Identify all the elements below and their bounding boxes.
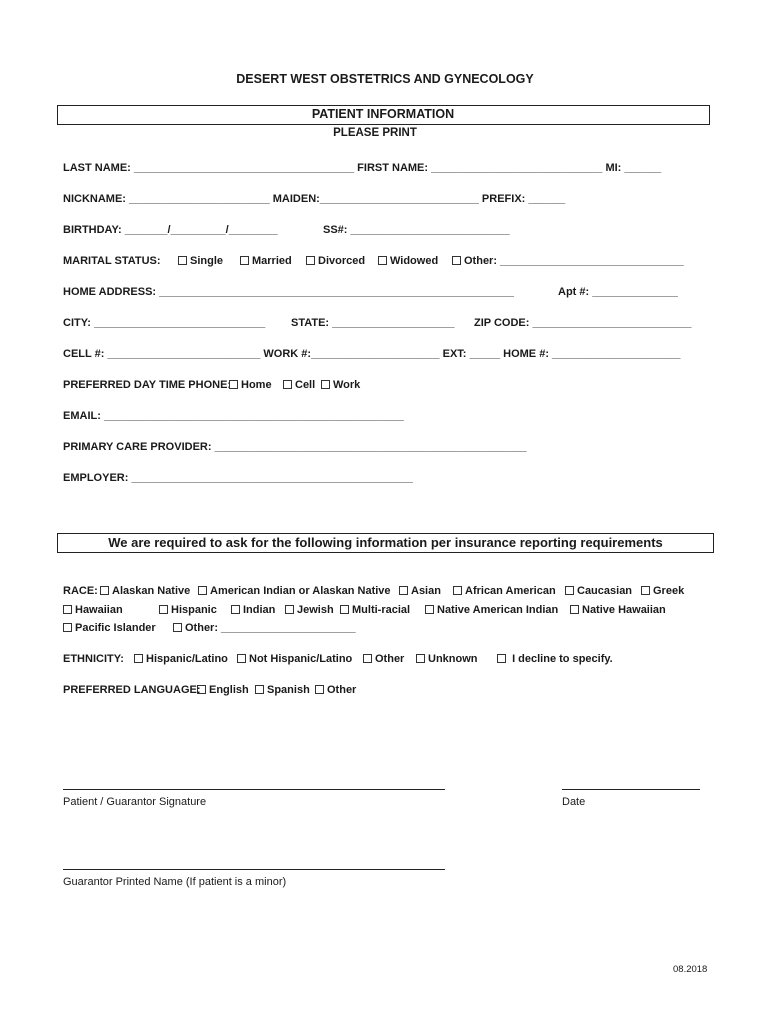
checkbox-icon[interactable] [306, 256, 315, 265]
race-asian-option[interactable]: Asian [399, 585, 441, 597]
race-hawaiian-option[interactable]: Hawaiian [63, 604, 123, 616]
birthday-field[interactable]: BIRTHDAY: _______/_________/________ [63, 224, 278, 236]
preferred-phone-label: PREFERRED DAY TIME PHONE: [63, 379, 232, 391]
nickname-row[interactable]: NICKNAME: _______________________ MAIDEN:__________________________ PREFIX: ______ [63, 193, 566, 205]
race-indian-option[interactable]: Indian [231, 604, 275, 616]
ethnicity-not-hispanic-option[interactable]: Not Hispanic/Latino [237, 653, 352, 665]
home-address-field[interactable]: HOME ADDRESS: __________________________________________________________ [63, 286, 514, 298]
checkbox-icon[interactable] [237, 654, 246, 663]
checkbox-icon[interactable] [240, 256, 249, 265]
marital-married-option[interactable]: Married [240, 255, 292, 267]
insurance-banner: We are required to ask for the following information per insurance reporting requirements [108, 535, 663, 550]
date-line[interactable] [562, 789, 700, 790]
race-greek-option[interactable]: Greek [641, 585, 684, 597]
checkbox-icon[interactable] [565, 586, 574, 595]
checkbox-icon[interactable] [134, 654, 143, 663]
patient-signature-line[interactable] [63, 789, 445, 790]
race-other-option[interactable]: Other: ______________________ [173, 622, 356, 634]
checkbox-icon[interactable] [100, 586, 109, 595]
checkbox-icon[interactable] [63, 623, 72, 632]
race-native-hawaiian-option[interactable]: Native Hawaiian [570, 604, 666, 616]
checkbox-icon[interactable] [321, 380, 330, 389]
city-field[interactable]: CITY: ____________________________ [63, 317, 266, 329]
checkbox-icon[interactable] [63, 605, 72, 614]
race-multiracial-option[interactable]: Multi-racial [340, 604, 410, 616]
checkbox-icon[interactable] [378, 256, 387, 265]
form-version: 08.2018 [673, 964, 708, 975]
apt-field[interactable]: Apt #: ______________ [558, 286, 678, 298]
race-alaskan-option[interactable]: Alaskan Native [100, 585, 190, 597]
org-title: DESERT WEST OBSTETRICS AND GYNECOLOGY [236, 72, 534, 86]
date-label: Date [562, 796, 586, 808]
ethnicity-unknown-option[interactable]: Unknown [416, 653, 478, 665]
race-caucasian-option[interactable]: Caucasian [565, 585, 632, 597]
guarantor-printed-line[interactable] [63, 869, 445, 870]
ethnicity-decline-option[interactable]: I decline to specify. [497, 653, 613, 665]
state-field[interactable]: STATE: ____________________ [291, 317, 455, 329]
ethnicity-label: ETHNICITY: [63, 653, 124, 665]
race-african-american-option[interactable]: African American [453, 585, 556, 597]
race-label: RACE: [63, 585, 98, 597]
checkbox-icon[interactable] [416, 654, 425, 663]
checkbox-icon[interactable] [315, 685, 324, 694]
checkbox-icon[interactable] [173, 623, 182, 632]
marital-other-option[interactable]: Other: ______________________________ [452, 255, 684, 267]
race-american-indian-option[interactable]: American Indian or Alaskan Native [198, 585, 391, 597]
guarantor-printed-label: Guarantor Printed Name (If patient is a minor) [63, 876, 287, 888]
checkbox-icon[interactable] [198, 586, 207, 595]
marital-divorced-option[interactable]: Divorced [306, 255, 365, 267]
name-row[interactable]: LAST NAME: ____________________________________ FIRST NAME: ____________________________ MI: ______ [63, 162, 662, 174]
phones-row[interactable]: CELL #: _________________________ WORK #:_____________________ EXT: _____ HOME #: _____________________ [63, 348, 681, 360]
marital-single-option[interactable]: Single [178, 255, 223, 267]
checkbox-icon[interactable] [159, 605, 168, 614]
checkbox-icon[interactable] [363, 654, 372, 663]
language-label: PREFERRED LANGUAGE: [63, 684, 201, 696]
preferred-work-option[interactable]: Work [321, 379, 360, 391]
race-hispanic-option[interactable]: Hispanic [159, 604, 217, 616]
checkbox-icon[interactable] [255, 685, 264, 694]
checkbox-icon[interactable] [452, 256, 461, 265]
checkbox-icon[interactable] [178, 256, 187, 265]
please-print: PLEASE PRINT [333, 127, 417, 139]
primary-care-field[interactable]: PRIMARY CARE PROVIDER: ___________________________________________________ [63, 441, 527, 453]
checkbox-icon[interactable] [283, 380, 292, 389]
race-native-american-indian-option[interactable]: Native American Indian [425, 604, 558, 616]
marital-widowed-option[interactable]: Widowed [378, 255, 438, 267]
email-field[interactable]: EMAIL: _________________________________________________ [63, 410, 404, 422]
checkbox-icon[interactable] [340, 605, 349, 614]
checkbox-icon[interactable] [285, 605, 294, 614]
section-title: PATIENT INFORMATION [311, 107, 455, 121]
ss-field[interactable]: SS#: __________________________ [323, 224, 510, 236]
checkbox-icon[interactable] [197, 685, 206, 694]
language-spanish-option[interactable]: Spanish [255, 684, 310, 696]
checkbox-icon[interactable] [425, 605, 434, 614]
checkbox-icon[interactable] [453, 586, 462, 595]
zip-field[interactable]: ZIP CODE: __________________________ [474, 317, 692, 329]
language-other-option[interactable]: Other [315, 684, 356, 696]
checkbox-icon[interactable] [399, 586, 408, 595]
checkbox-icon[interactable] [570, 605, 579, 614]
checkbox-icon[interactable] [231, 605, 240, 614]
preferred-home-option[interactable]: Home [229, 379, 272, 391]
preferred-cell-option[interactable]: Cell [283, 379, 315, 391]
checkbox-icon[interactable] [229, 380, 238, 389]
employer-field[interactable]: EMPLOYER: ______________________________________________ [63, 472, 413, 484]
ethnicity-other-option[interactable]: Other [363, 653, 404, 665]
checkbox-icon[interactable] [497, 654, 506, 663]
checkbox-icon[interactable] [641, 586, 650, 595]
ethnicity-hispanic-option[interactable]: Hispanic/Latino [134, 653, 228, 665]
marital-status-label: MARITAL STATUS: [63, 255, 161, 267]
race-pacific-islander-option[interactable]: Pacific Islander [63, 622, 156, 634]
patient-signature-label: Patient / Guarantor Signature [63, 796, 207, 808]
race-jewish-option[interactable]: Jewish [285, 604, 334, 616]
language-english-option[interactable]: English [197, 684, 249, 696]
